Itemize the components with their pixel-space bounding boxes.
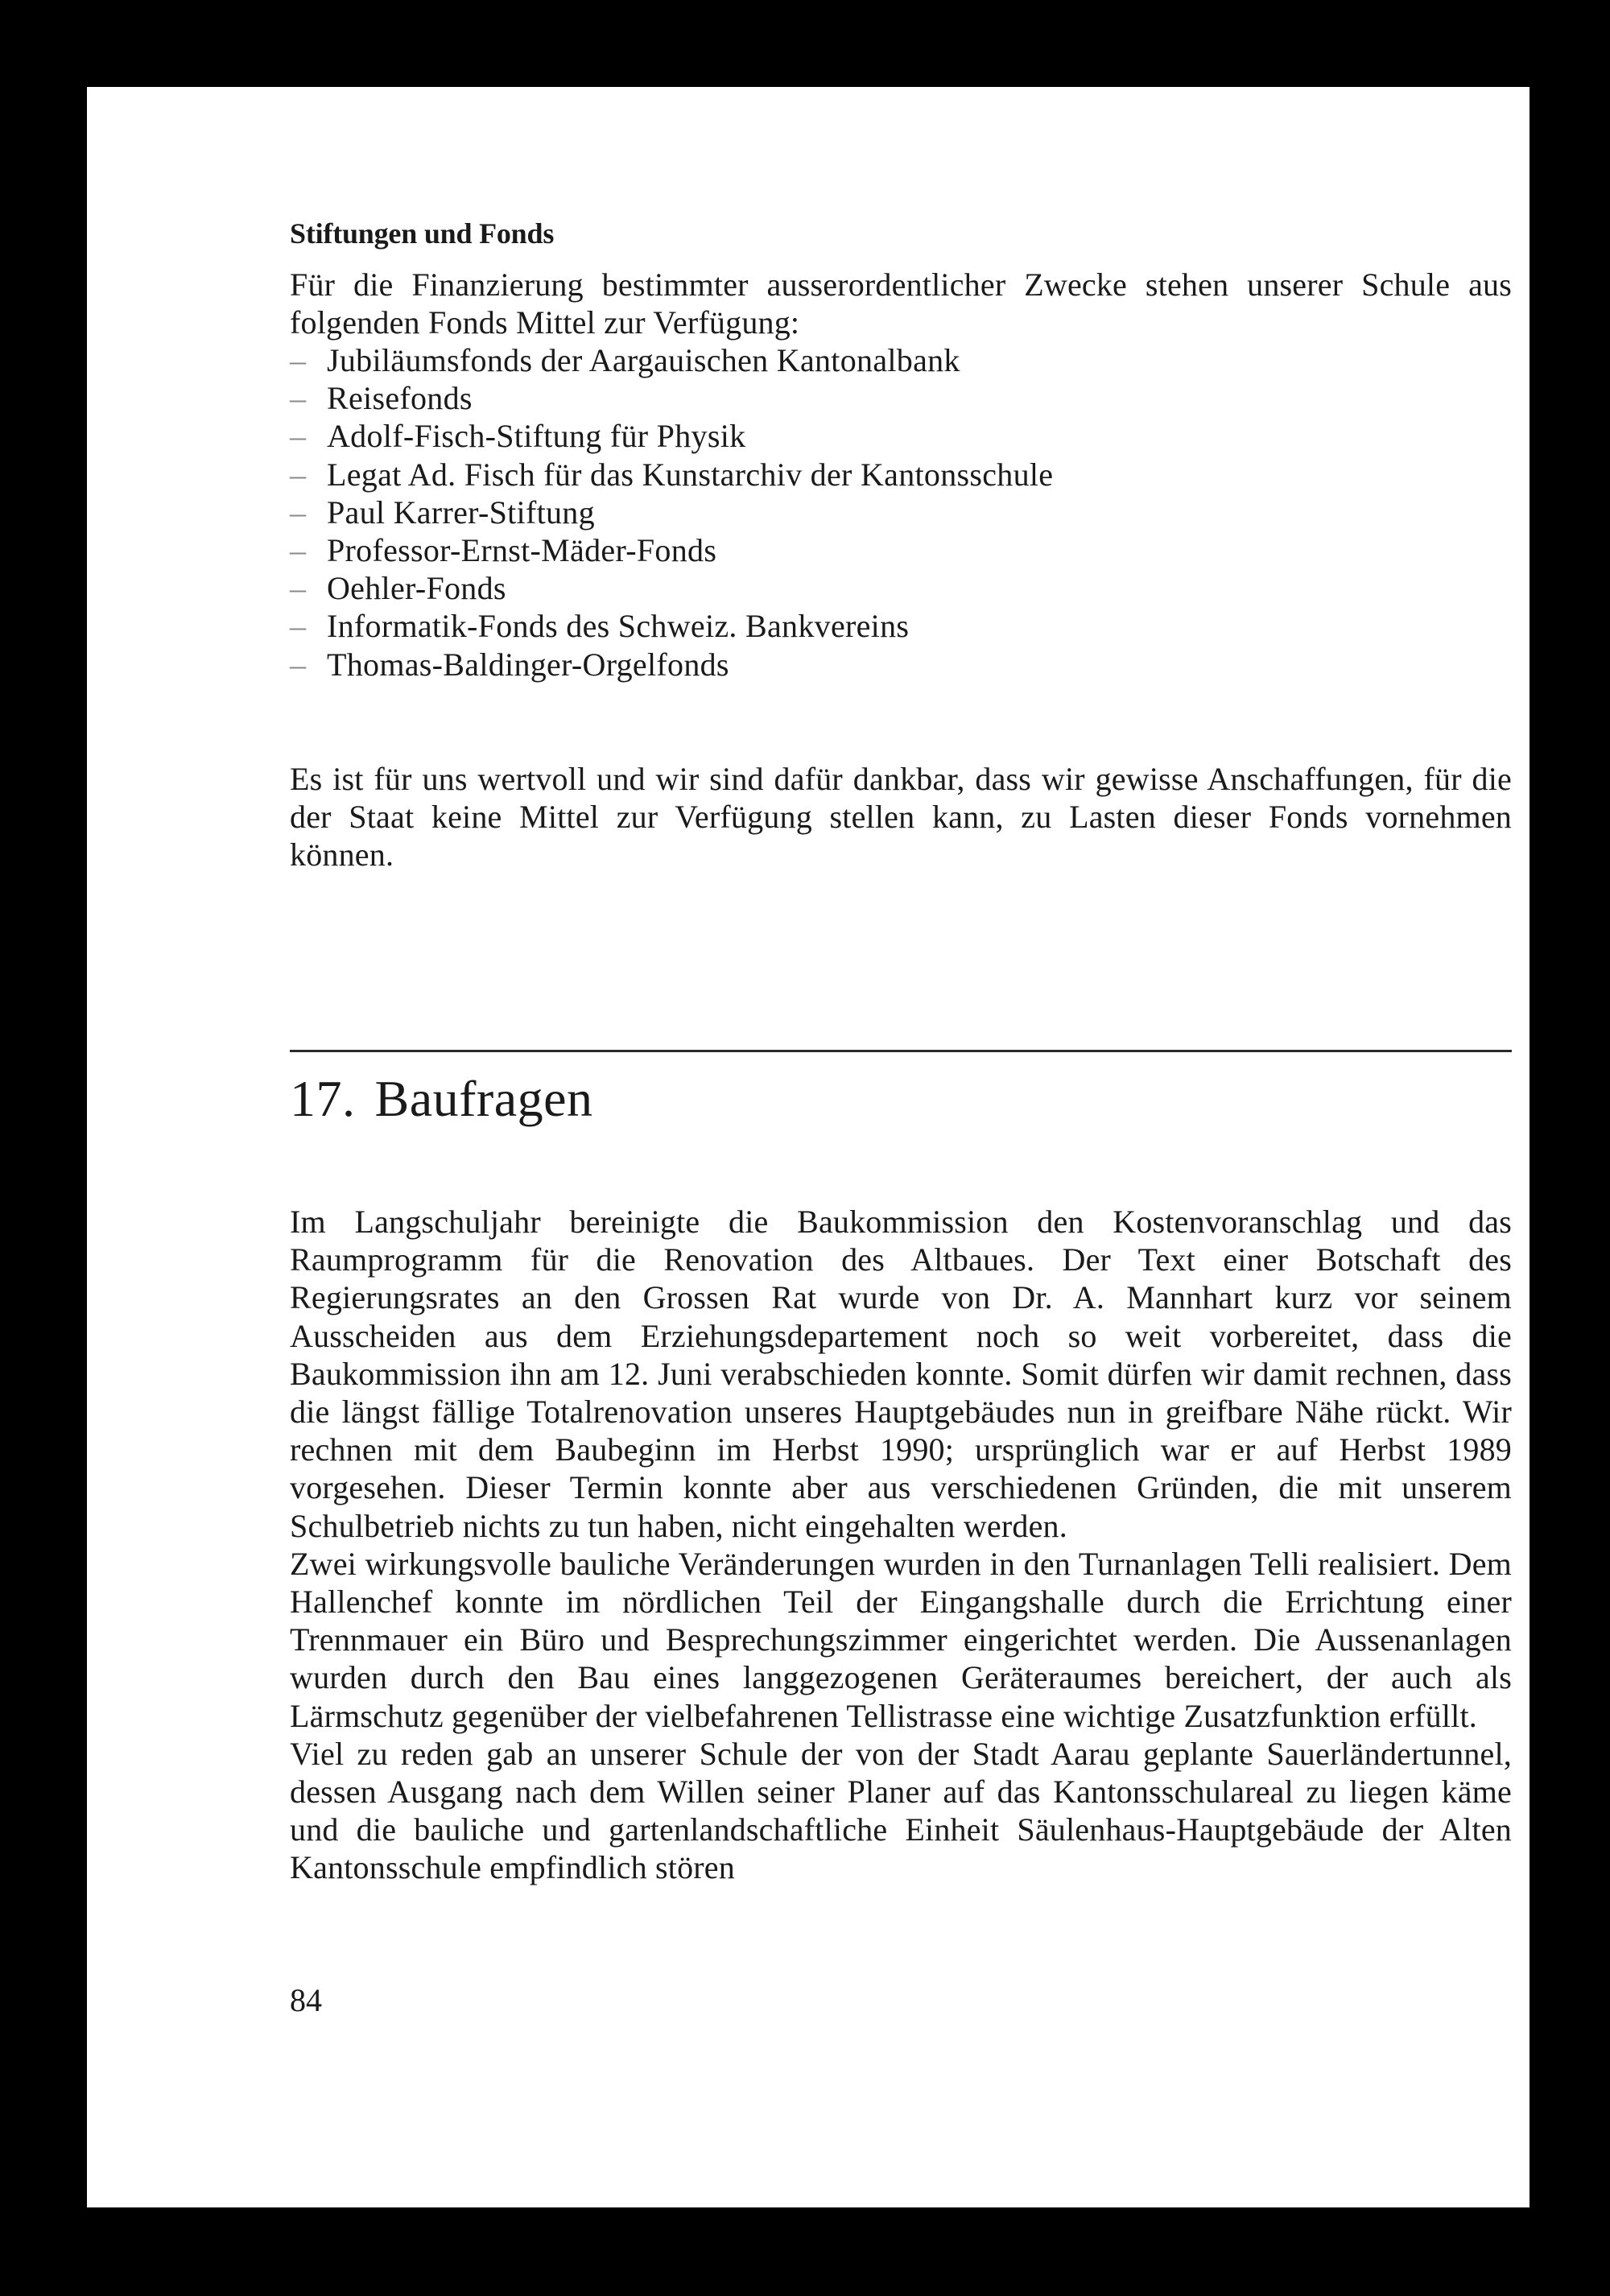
list-item-label: Jubiläumsfonds der Aargauischen Kantonalbank (327, 342, 960, 378)
list-item (290, 569, 1512, 607)
body-paragraph: Zwei wirkungsvolle bauliche Veränderungen wurden in den Turnanlagen Telli realisiert. Dem Hallenchef konnte im nördlichen Teil der Eingangshalle durch die Errichtung einer Trennmauer ein Büro und Besprechungszimmer eingerichtet werden. Die Aussenanlagen wurden durch den Bau eines langgezogenen Geräteraumes bereichert, der auch als Lärmschutz gegenüber der vielbefahrenen Tellistrasse eine wichtige Zusatzfunktion erfüllt. (290, 1545, 1512, 1734)
list-item-label: Thomas-Baldinger-Orgelfonds (327, 646, 729, 683)
list-item (290, 341, 1512, 379)
chapter-title (290, 1063, 1512, 1135)
dash: – (290, 570, 307, 607)
scan-border-bottom (0, 2207, 1610, 2296)
scan-border-left (0, 0, 87, 2296)
chapter-divider (290, 1050, 1512, 1052)
scan-border-top (0, 0, 1610, 87)
dash: – (290, 493, 307, 531)
list-item (290, 607, 1512, 645)
list-item (290, 493, 1512, 531)
dash: – (290, 646, 307, 683)
intro-paragraph: Für die Finanzierung bestimmter ausserordentlicher Zwecke stehen unserer Schule aus folgenden Fonds Mittel zur Verfügung: (290, 266, 1512, 341)
body-paragraph: Im Langschuljahr bereinigte die Baukommission den Kostenvoranschlag und das Raumprogramm für die Renovation des Altbaues. Der Text einer Botschaft des Regierungsrates an den Grossen Rat wurde von Dr. A. Mannhart kurz vor seinem Ausscheiden aus dem Erziehungsdepartement noch so weit vorbereitet, dass die Baukommission ihn am 12. Juni verabschieden konnte. Somit dürfen wir damit rechnen, dass die längst fällige Totalrenovation unseres Hauptgebäudes nun in greifbare Nähe rückt. Wir rechnen mit dem Baubeginn im Herbst 1990; ursprünglich war er auf Herbst 1989 vorgesehen. Dieser Termin konnte aber aus verschiedenen Gründen, die mit unserem Schulbetrieb nichts zu tun haben, nicht eingehalten werden. (290, 1204, 1512, 1544)
list-item (290, 456, 1512, 493)
closing-paragraph: Es ist für uns wertvoll und wir sind dafür dankbar, dass wir gewisse Anschaffungen, für die der Staat keine Mittel zur Verfügung stellen kann, zu Lasten dieser Fonds vornehmen können. (290, 761, 1512, 873)
list-item-label: Professor-Ernst-Mäder-Fonds (327, 532, 717, 569)
dash: – (290, 380, 307, 417)
body-paragraph: Viel zu reden gab an unserer Schule der von der Stadt Aarau geplante Sauerländertunnel, dessen Ausgang nach dem Willen seiner Planer auf das Kantonsschulareal zu liegen käme und die bauliche und gartenlandschaftliche Einheit Säulenhaus-Hauptgebäude der Alten Kantonsschule empfindlich stören (290, 1735, 1512, 1886)
list-item (290, 379, 1512, 417)
dash: – (290, 342, 307, 378)
list-item-label: Oehler-Fonds (327, 570, 506, 607)
dash: – (290, 532, 307, 569)
section-closing (290, 760, 1512, 874)
list-item (290, 531, 1512, 569)
section-heading: Stiftungen und Fonds (290, 217, 555, 250)
list-item-label: Legat Ad. Fisch für das Kunstarchiv der Kantonsschule (327, 456, 1054, 493)
list-item-label: Informatik-Fonds des Schweiz. Bankvereins (327, 608, 910, 645)
document-page (87, 87, 1530, 2207)
chapter-number: 17. (290, 1070, 356, 1127)
dash: – (290, 418, 307, 455)
dash: – (290, 456, 307, 493)
funds-list (290, 341, 1512, 683)
page-number: 84 (290, 1982, 322, 2018)
list-item-label: Adolf-Fisch-Stiftung für Physik (327, 418, 746, 455)
list-item (290, 417, 1512, 455)
chapter-title-text: Baufragen (374, 1070, 593, 1127)
scan-border-right (1530, 0, 1610, 2296)
section-intro (290, 266, 1512, 341)
list-item-label: Reisefonds (327, 380, 473, 417)
list-item (290, 646, 1512, 683)
chapter-body (290, 1203, 1512, 1887)
dash: – (290, 608, 307, 645)
list-item-label: Paul Karrer-Stiftung (327, 493, 595, 531)
